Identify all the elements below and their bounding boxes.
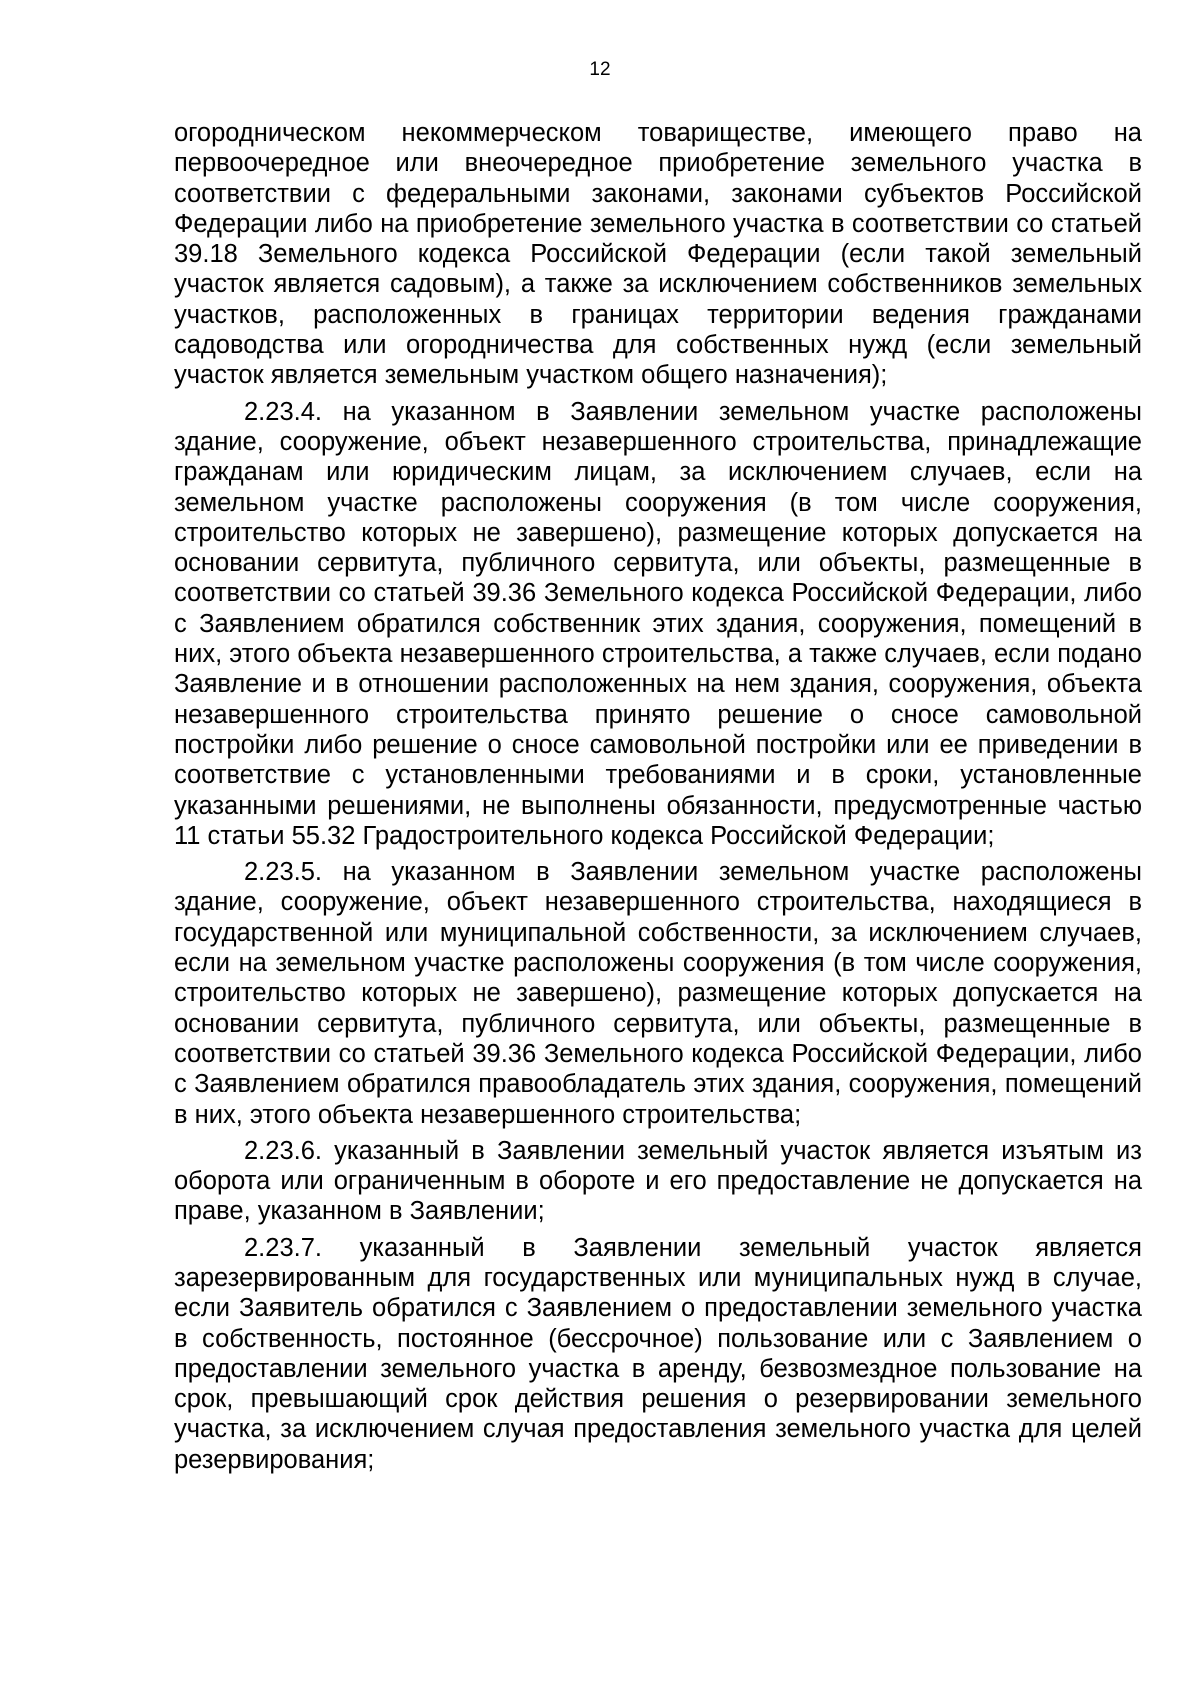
paragraph-2-23-5: 2.23.5. на указанном в Заявлении земельном участке расположены здание, сооружение, объект незавершенного строительства, находящиеся в государственной или муниципальной собственности, за исключением случаев, если на земельном участке расположены сооружения (в том числе сооружения, строительство которых не завершено), размещение которых допускается на основании сервитута, публичного сервитута, или объекты, размещенные в соответствии со статьей 39.36 Земельного кодекса Российской Федерации, либо с Заявлением обратился правообладатель этих здания, сооружения, помещений в них, этого объекта незавершенного строительства;	[174, 858, 1142, 1129]
paragraph-2-23-4: 2.23.4. на указанном в Заявлении земельном участке расположены здание, сооружение, объект незавершенного строительства, принадлежащие гражданам или юридическим лицам, за исключением случаев, если на земельном участке расположены сооружения (в том числе сооружения, строительство которых не завершено), размещение которых допускается на основании сервитута, публичного сервитута, или объекты, размещенные в соответствии со статьей 39.36 Земельного кодекса Российской Федерации, либо с Заявлением обратился собственник этих здания, сооружения, помещений в них, этого объекта незавершенного строительства, а также случаев, если подано Заявление и в отношении расположенных на нем здания, сооружения, объекта незавершенного строительства принято решение о сносе самовольной постройки либо решение о сносе самовольной постройки или ее приведении в соответствие с установленными требованиями и в сроки, установленные указанными решениями, не выполнены обязанности, предусмотренные частью 11 статьи 55.32 Градостроительного кодекса Российской Федерации;	[174, 397, 1142, 850]
document-body	[174, 118, 1142, 1481]
paragraph-2-23-7: 2.23.7. указанный в Заявлении земельный участок является зарезервированным для государственных или муниципальных нужд в случае, если Заявитель обратился с Заявлением о предоставлении земельного участка в собственность, постоянное (бессрочное) пользование или с Заявлением о предоставлении земельного участка в аренду, безвозмездное пользование на срок, превышающий срок действия решения о резервировании земельного участка, за исключением случая предоставления земельного участка для целей резервирования;	[174, 1233, 1142, 1474]
page-number: 12	[589, 59, 611, 80]
paragraph-2-23-6: 2.23.6. указанный в Заявлении земельный участок является изъятым из оборота или ограниченным в обороте и его предоставление не допускается на праве, указанном в Заявлении;	[174, 1136, 1142, 1226]
paragraph-continuation: огородническом некоммерческом товариществе, имеющего право на первоочередное или внеочередное приобретение земельного участка в соответствии с федеральными законами, законами субъектов Российской Федерации либо на приобретение земельного участка в соответствии со статьей 39.18 Земельного кодекса Российской Федерации (если такой земельный участок является садовым), а также за исключением собственников земельных участков, расположенных в границах территории ведения гражданами садоводства или огородничества для собственных нужд (если земельный участок является земельным участком общего назначения);	[174, 119, 1142, 390]
